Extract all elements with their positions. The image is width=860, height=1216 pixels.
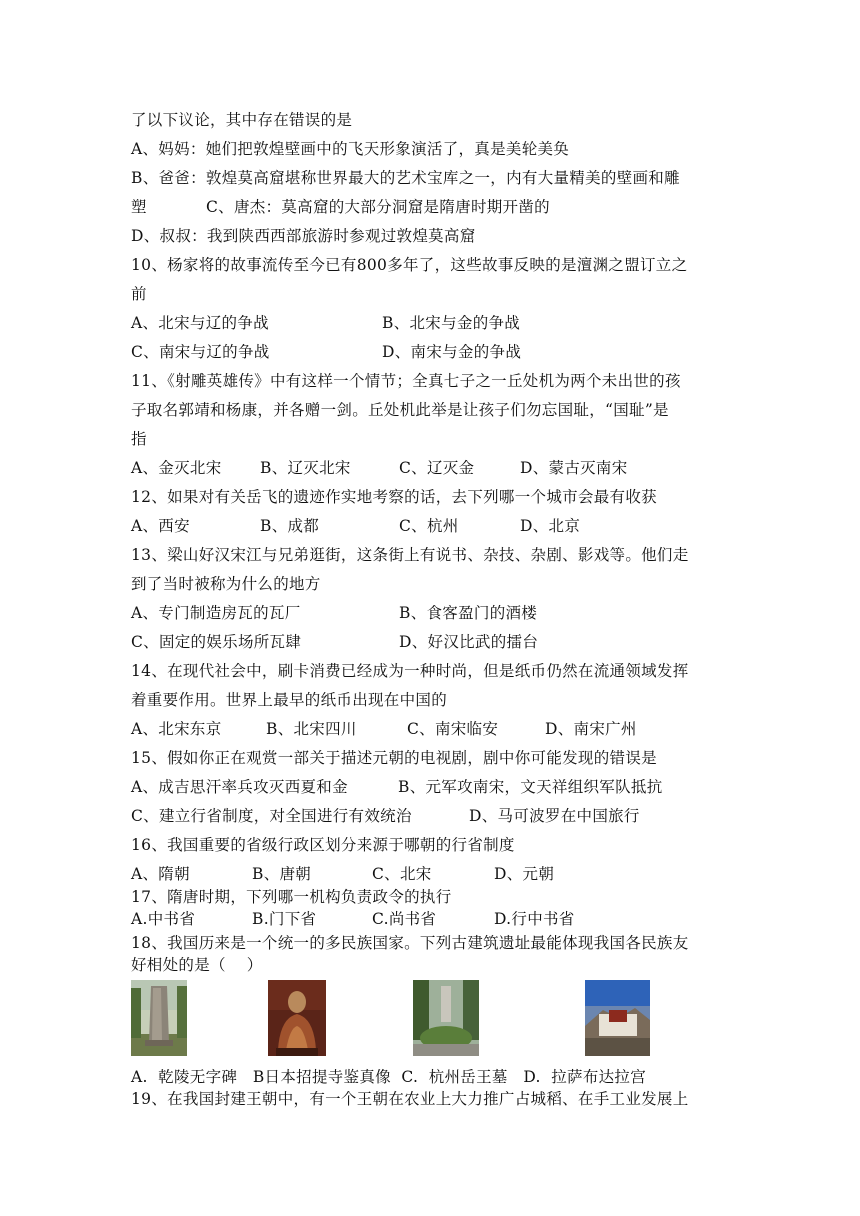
q13-stem-line1: 13、梁山好汉宋江与兄弟逛街，这条街上有说书、杂技、杂剧、影戏等。他们走 <box>131 546 689 564</box>
q11-stem-line2: 子取名郭靖和杨康，并各赠一剑。丘处机此举是让孩子们勿忘国耻，“国耻”是 <box>131 401 669 419</box>
q12-stem: 12、如果对有关岳飞的遗迹作实地考察的话，去下列哪一个城市会最有收获 <box>131 488 657 506</box>
q16-option-c: C、北宋 <box>372 865 432 883</box>
q15-option-a: A、成吉思汗率兵攻灭西夏和金 <box>131 778 348 796</box>
q15-stem: 15、假如你正在观赏一部关于描述元朝的电视剧，剧中你可能发现的错误是 <box>131 749 657 767</box>
q11-stem-line1: 11、《射雕英雄传》中有这样一个情节；全真七子之一丘处机为两个未出世的孩 <box>131 372 681 390</box>
q13-stem-line2: 到了当时被称为什么的地方 <box>131 575 321 593</box>
q13-option-a: A、专门制造房瓦的瓦厂 <box>131 604 301 622</box>
q14-option-c: C、南宋临安 <box>407 720 499 738</box>
q15-option-b: B、元军攻南宋，文天祥组织军队抵抗 <box>398 778 663 796</box>
q12-option-b: B、成都 <box>260 517 320 535</box>
q11-option-c: C、辽灭金 <box>399 459 475 477</box>
q17-option-a: A.中书省 <box>131 910 196 928</box>
palace-photo <box>585 980 650 1056</box>
q16-option-a: A、隋朝 <box>131 865 190 883</box>
q9-option-a: A、妈妈：她们把敦煌壁画中的飞天形象演活了，真是美轮美奂 <box>131 140 570 158</box>
q10-option-c: C、南宋与辽的争战 <box>131 343 270 361</box>
q9-option-c: C、唐杰：莫高窟的大部分洞窟是隋唐时期开凿的 <box>206 198 550 216</box>
q14-option-d: D、南宋广州 <box>545 720 637 738</box>
q12-option-a: A、西安 <box>131 517 190 535</box>
q18-stem-line1: 18、我国历来是一个统一的多民族国家。下列古建筑遗址最能体现我国各民族友 <box>131 934 689 952</box>
q17-option-c: C.尚书省 <box>372 910 437 928</box>
q11-option-b: B、辽灭北宋 <box>260 459 351 477</box>
q15-option-c: C、建立行省制度，对全国进行有效统治 <box>131 807 412 825</box>
q18-stem-line2: 好相处的是（ ） <box>131 956 263 974</box>
q9-option-b: B、爸爸：敦煌莫高窟堪称世界最大的艺术宝库之一，内有大量精美的壁画和雕 <box>131 169 680 187</box>
q16-option-d: D、元朝 <box>494 865 555 883</box>
q17-stem: 17、隋唐时期，下列哪一机构负责政令的执行 <box>131 888 452 906</box>
q10-option-d: D、南宋与金的争战 <box>382 343 522 361</box>
q9-option-b-tail: 塑 <box>131 198 147 216</box>
statue-photo <box>268 980 326 1056</box>
q14-stem-line2: 着重要作用。世界上最早的纸币出现在中国的 <box>131 691 448 709</box>
q11-option-d: D、蒙古灭南宋 <box>520 459 628 477</box>
q13-option-d: D、好汉比武的擂台 <box>399 633 539 651</box>
q14-option-b: B、北宋四川 <box>266 720 357 738</box>
q19-stem: 19、在我国封建王朝中，有一个王朝在农业上大力推广占城稻、在手工业发展上 <box>131 1090 689 1108</box>
q14-stem-line1: 14、在现代社会中，刷卡消费已经成为一种时尚，但是纸币仍然在流通领域发挥 <box>131 662 689 680</box>
q10-stem-tail: 前 <box>131 285 147 303</box>
q16-stem: 16、我国重要的省级行政区划分来源于哪朝的行省制度 <box>131 836 515 854</box>
q12-option-d: D、北京 <box>520 517 581 535</box>
q11-stem-line3: 指 <box>131 430 147 448</box>
q14-option-a: A、北宋东京 <box>131 720 222 738</box>
q10-option-b: B、北宋与金的争战 <box>382 314 521 332</box>
q17-option-d: D.行中书省 <box>494 910 575 928</box>
q12-option-c: C、杭州 <box>399 517 459 535</box>
q18-options: A. 乾陵无字碑 B日本招提寺鉴真像 C. 杭州岳王墓 D. 拉萨布达拉宫 <box>131 1068 647 1086</box>
q10-stem: 10、杨家将的故事流传至今已有800多年了，这些故事反映的是澶渊之盟订立之 <box>131 256 688 274</box>
q9-stem-tail: 了以下议论，其中存在错误的是 <box>131 111 353 129</box>
q13-option-c: C、固定的娱乐场所瓦肆 <box>131 633 302 651</box>
q10-option-a: A、北宋与辽的争战 <box>131 314 269 332</box>
tomb-photo <box>413 980 479 1056</box>
q16-option-b: B、唐朝 <box>252 865 312 883</box>
q11-option-a: A、金灭北宋 <box>131 459 222 477</box>
q9-option-d: D、叔叔：我到陕西西部旅游时参观过敦煌莫高窟 <box>131 227 476 245</box>
q15-option-d: D、马可波罗在中国旅行 <box>469 807 640 825</box>
stele-photo <box>131 980 187 1056</box>
q17-option-b: B.门下省 <box>252 910 317 928</box>
q13-option-b: B、食客盈门的酒楼 <box>399 604 538 622</box>
